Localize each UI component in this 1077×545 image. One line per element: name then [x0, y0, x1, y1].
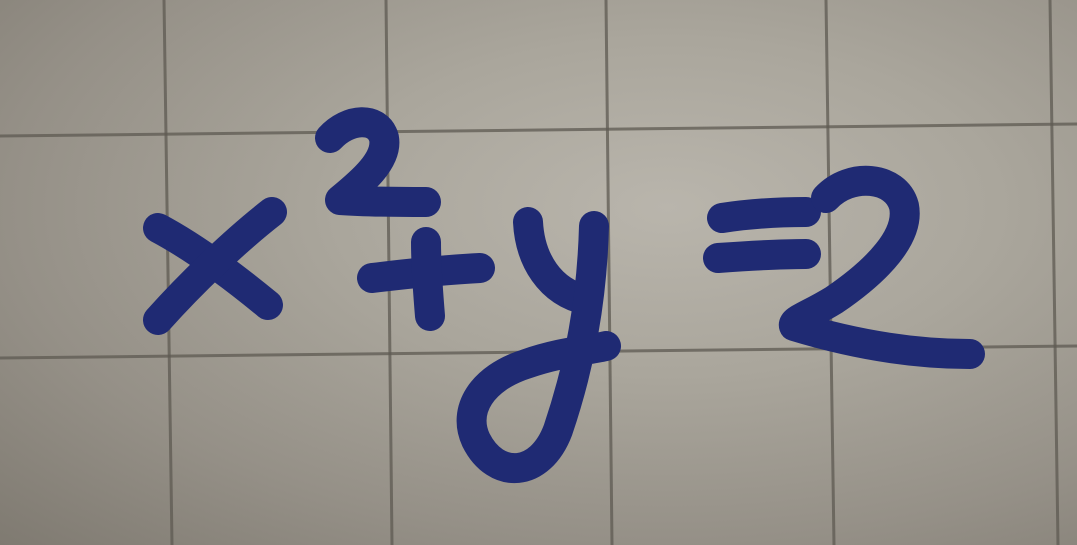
ink-stroke-superscript-two [330, 122, 426, 202]
ink-stroke-equals-bottom [718, 254, 806, 258]
ink-stroke-plus-vertical [426, 242, 430, 316]
ink-stroke-equals-top [722, 212, 806, 218]
ink-stroke-two [794, 181, 970, 354]
